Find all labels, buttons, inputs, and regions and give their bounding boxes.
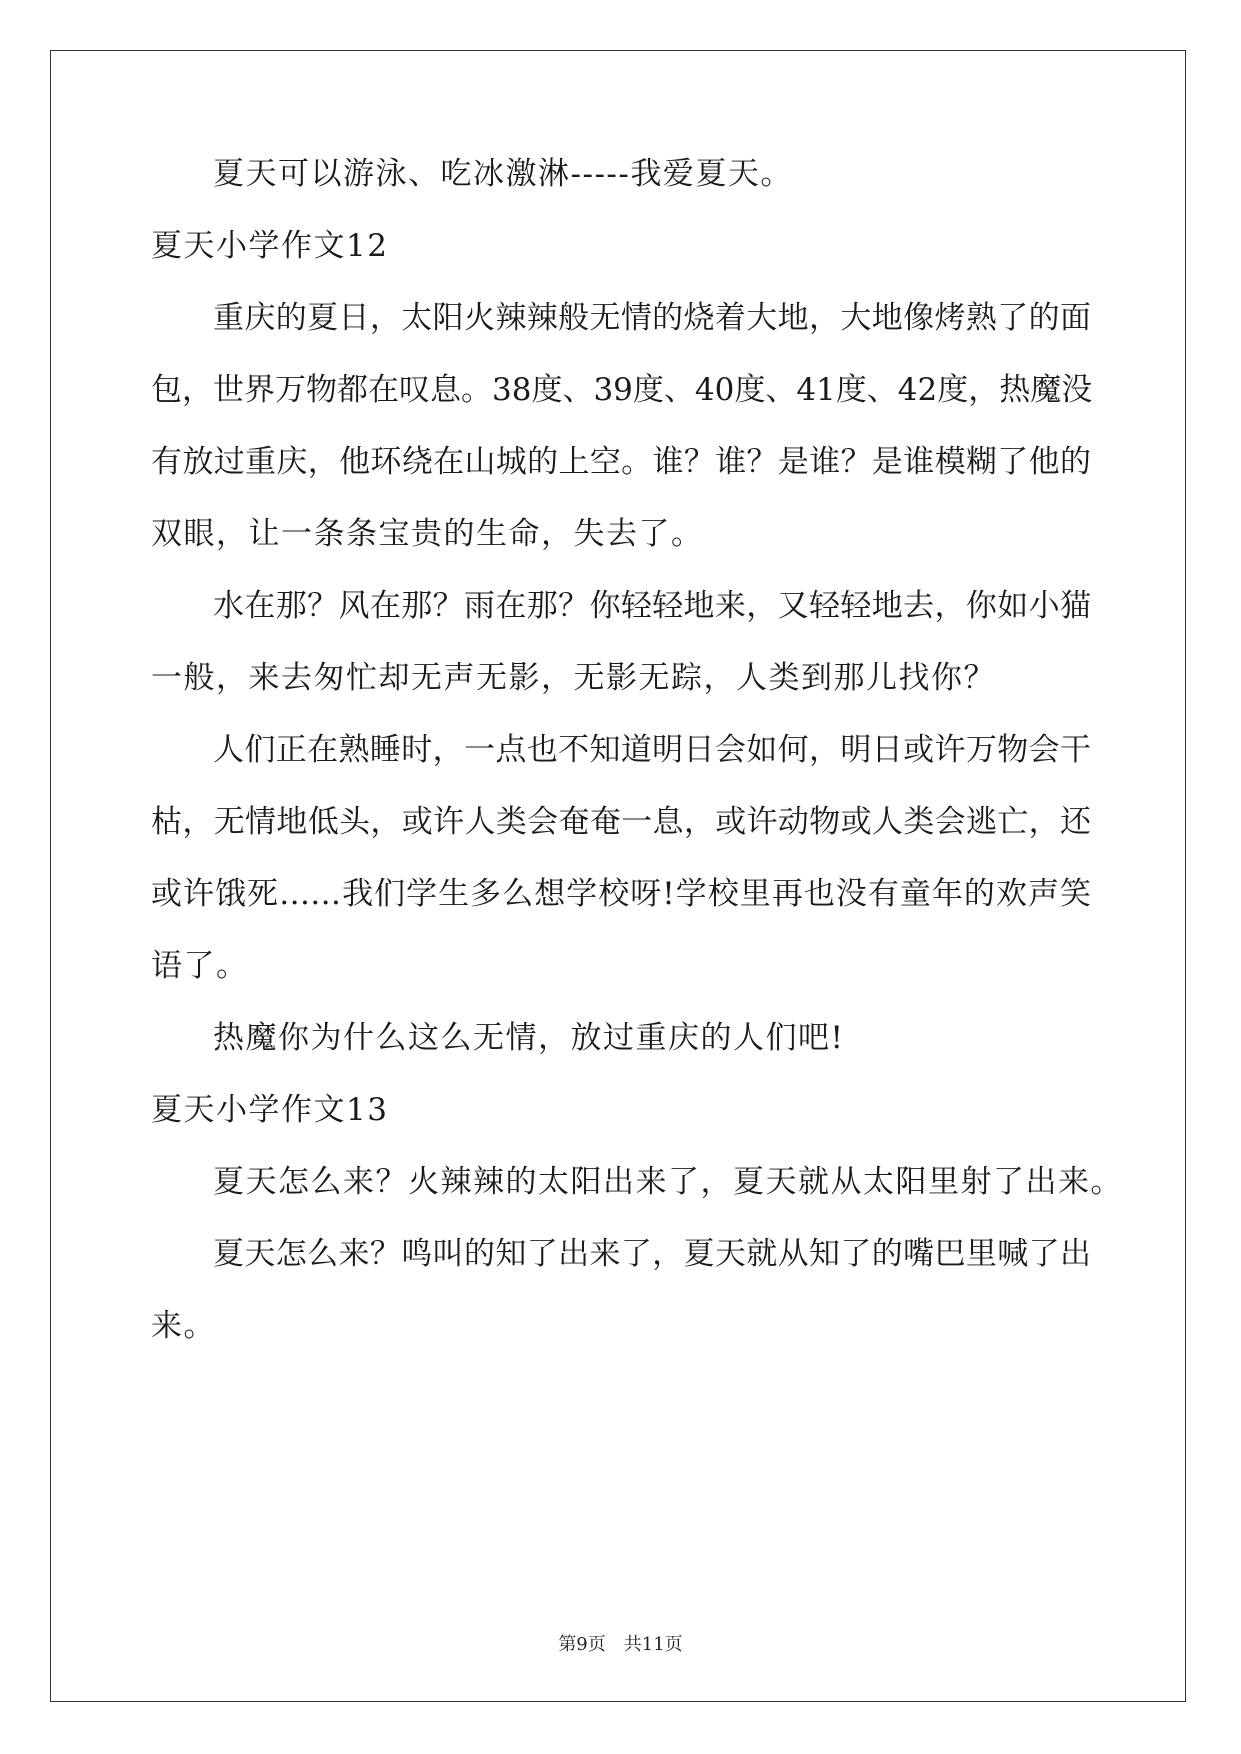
page-number-footer: 第9页 共11页 xyxy=(558,1634,683,1655)
paragraph-line: 夏天怎么来？鸣叫的知了出来了，夏天就从知了的嘴巴里喊了出 xyxy=(213,1236,1091,1272)
section-heading: 夏天小学作文13 xyxy=(151,1092,389,1128)
paragraph-line: 包，世界万物都在叹息。38度、39度、40度、41度、42度，热魔没 xyxy=(151,372,1093,408)
paragraph-line: 热魔你为什么这么无情，放过重庆的人们吧! xyxy=(213,1020,845,1056)
paragraph-line: 一般，来去匆忙却无声无影，无影无踪，人类到那儿找你？ xyxy=(151,660,996,696)
paragraph-line: 枯，无情地低头，或许人类会奄奄一息，或许动物或人类会逃亡，还 xyxy=(151,804,1091,840)
paragraph-line: 夏天怎么来？火辣辣的太阳出来了，夏天就从太阳里射了出来。 xyxy=(213,1164,1123,1200)
paragraph-line: 双眼，让一条条宝贵的生命，失去了。 xyxy=(151,516,704,552)
paragraph-line: 语了。 xyxy=(151,948,249,984)
section-heading: 夏天小学作文12 xyxy=(151,228,389,264)
paragraph-line: 有放过重庆，他环绕在山城的上空。谁？谁？是谁？是谁模糊了他的 xyxy=(151,444,1091,480)
paragraph-line: 夏天可以游泳、吃冰激淋-----我爱夏天。 xyxy=(213,156,793,192)
paragraph-line: 或许饿死……我们学生多么想学校呀!学校里再也没有童年的欢声笑 xyxy=(151,876,1091,912)
paragraph-line: 重庆的夏日，太阳火辣辣般无情的烧着大地，大地像烤熟了的面 xyxy=(213,300,1091,336)
paragraph-line: 人们正在熟睡时，一点也不知道明日会如何，明日或许万物会干 xyxy=(213,732,1091,768)
paragraph-line: 来。 xyxy=(151,1308,216,1344)
paragraph-line: 水在那？风在那？雨在那？你轻轻地来，又轻轻地去，你如小猫 xyxy=(213,588,1091,624)
